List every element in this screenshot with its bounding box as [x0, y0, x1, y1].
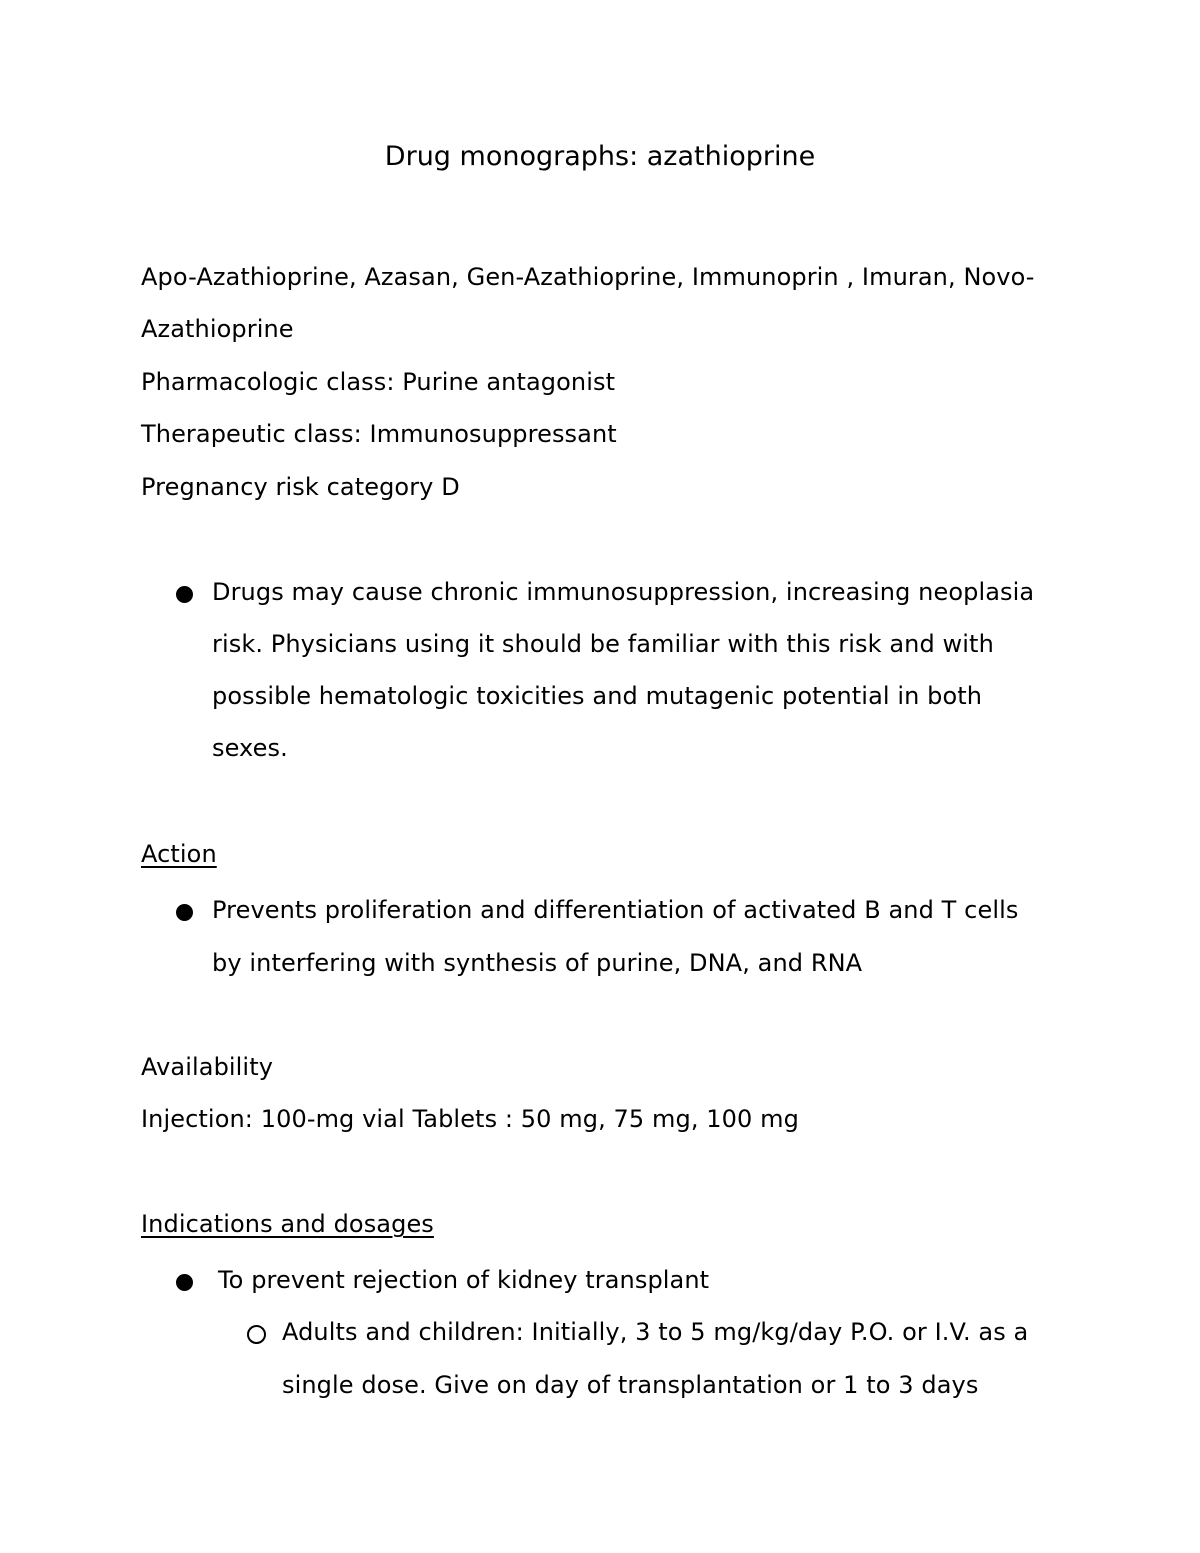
indication-bullet-icon: [176, 1274, 193, 1291]
indication-subitem-line-2: single dose. Give on day of transplantation or 1 to 3 days: [282, 1371, 979, 1399]
action-line-2: by interfering with synthesis of purine, DNA, and RNA: [212, 949, 863, 977]
warning-line-3: possible hematologic toxicities and mutagenic potential in both: [212, 682, 983, 710]
pharmacologic-class: Pharmacologic class: Purine antagonist: [141, 368, 616, 396]
warning-line-4: sexes.: [212, 734, 288, 762]
brand-names-line-2: Azathioprine: [141, 315, 294, 343]
action-line-1: Prevents proliferation and differentiation of activated B and T cells: [212, 896, 1019, 924]
warning-line-2: risk. Physicians using it should be familiar with this risk and with: [212, 630, 994, 658]
therapeutic-class: Therapeutic class: Immunosuppressant: [141, 420, 617, 448]
indication-item: To prevent rejection of kidney transplant: [218, 1266, 710, 1294]
warning-line-1: Drugs may cause chronic immunosuppression, increasing neoplasia: [212, 578, 1035, 606]
indication-subitem-line-1: Adults and children: Initially, 3 to 5 mg/kg/day P.O. or I.V. as a: [282, 1318, 1029, 1346]
indications-heading: Indications and dosages: [141, 1210, 434, 1238]
sub-bullet-hollow-icon: [247, 1325, 266, 1344]
page-title: Drug monographs: azathioprine: [384, 141, 816, 172]
brand-names-line-1: Apo-Azathioprine, Azasan, Gen-Azathioprine, Immunoprin , Imuran, Novo-: [141, 263, 1035, 291]
availability-heading: Availability: [141, 1053, 274, 1081]
action-bullet-icon: [176, 904, 193, 921]
availability-text: Injection: 100-mg vial Tablets : 50 mg, 75 mg, 100 mg: [141, 1105, 799, 1133]
pregnancy-risk: Pregnancy risk category D: [141, 473, 460, 501]
action-heading: Action: [141, 840, 217, 868]
warning-bullet-icon: [176, 586, 193, 603]
